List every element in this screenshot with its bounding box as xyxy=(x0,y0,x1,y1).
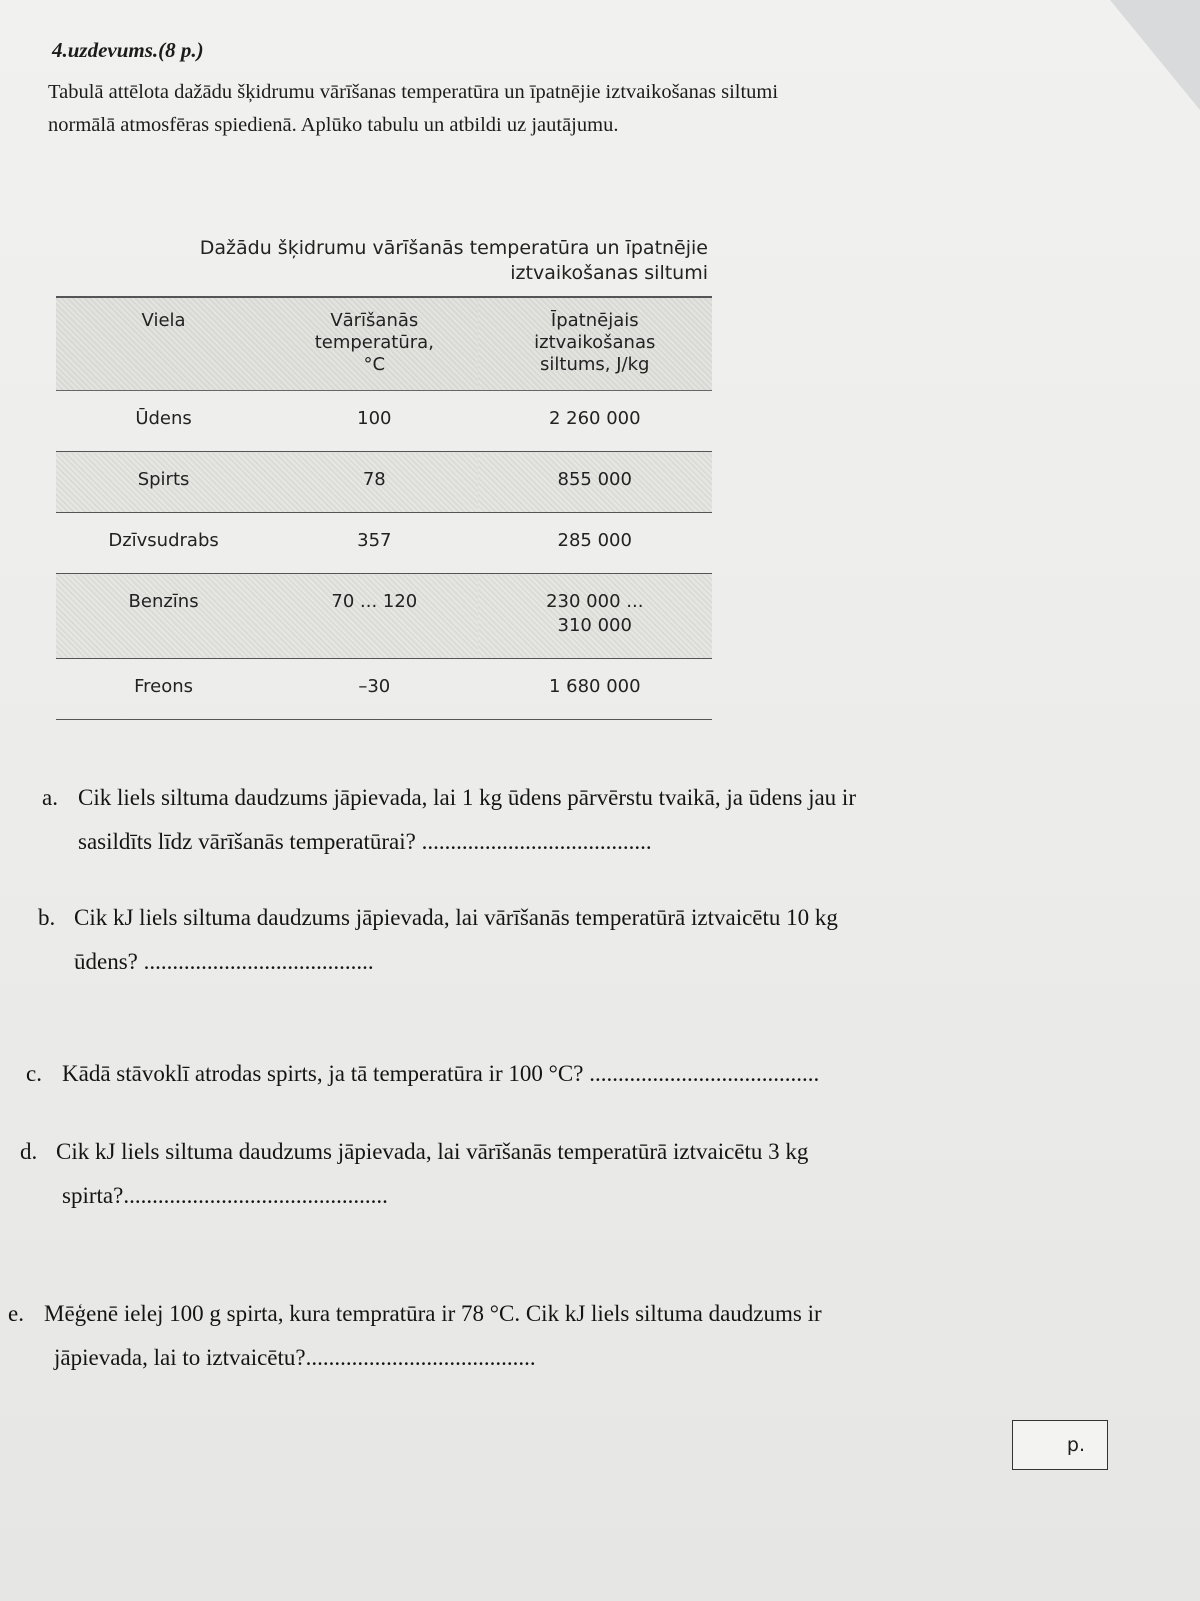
task-title: 4.uzdevums.(8 p.) xyxy=(52,38,204,62)
question-text-line-2: sasildīts līdz vārīšanās temperatūrai? xyxy=(78,829,416,854)
question-c xyxy=(26,1052,819,1096)
question-text: Cik kJ liels siltuma daudzums jāpievada, lai vārīšanās temperatūrā iztvaicētu 10 kg xyxy=(74,905,838,930)
cell-substance: Ūdens xyxy=(56,391,271,452)
table-caption xyxy=(80,236,708,286)
question-text-line-2: ūdens? xyxy=(74,949,138,974)
table-caption-line-1: Dažādu šķidrumu vārīšanās temperatūra un īpatnējie xyxy=(199,237,708,259)
question-d xyxy=(20,1130,808,1218)
table-row xyxy=(56,513,712,574)
question-letter: c. xyxy=(26,1061,42,1086)
answer-blank[interactable]: ........................................ xyxy=(421,829,652,854)
cell-boiling: 78 xyxy=(271,452,477,513)
cell-heat: 1 680 000 xyxy=(478,659,712,720)
table-row xyxy=(56,391,712,452)
answer-blank[interactable]: ........................................ xyxy=(143,949,374,974)
question-a xyxy=(42,776,856,864)
cell-heat: 855 000 xyxy=(478,452,712,513)
question-text: Mēģenē ielej 100 g spirta, kura tempratūra ir 78 °C. Cik kJ liels siltuma daudzums ir xyxy=(44,1301,822,1326)
question-text: Kādā stāvoklī atrodas spirts, ja tā temperatūra ir 100 °C? xyxy=(62,1061,584,1086)
answer-blank[interactable]: ........................................ xyxy=(305,1345,536,1370)
page-corner-shadow xyxy=(1110,0,1200,110)
table-header-row xyxy=(56,297,712,391)
question-text-line-2: spirta? xyxy=(62,1183,124,1208)
points-label: p. xyxy=(1066,1434,1085,1456)
question-letter: d. xyxy=(20,1139,38,1164)
question-text-line-2: jāpievada, lai to iztvaicētu? xyxy=(54,1345,306,1370)
question-letter: b. xyxy=(38,905,56,930)
cell-boiling: 100 xyxy=(271,391,477,452)
boiling-data-table xyxy=(56,296,712,720)
question-letter: a. xyxy=(42,785,58,810)
question-text: Cik liels siltuma daudzums jāpievada, lai 1 kg ūdens pārvērstu tvaikā, ja ūdens jau ir xyxy=(78,785,856,810)
cell-heat: 2 260 000 xyxy=(478,391,712,452)
cell-substance: Spirts xyxy=(56,452,271,513)
question-e xyxy=(8,1292,822,1380)
cell-heat: 230 000 ... 310 000 xyxy=(478,574,712,659)
header-vaporization-heat: Īpatnējais iztvaikošanas siltums, J/kg xyxy=(478,297,712,391)
table-row xyxy=(56,659,712,720)
header-substance: Viela xyxy=(56,297,271,391)
cell-substance: Freons xyxy=(56,659,271,720)
table-caption-line-2: iztvaikošanas siltumi xyxy=(510,262,708,284)
question-b xyxy=(38,896,838,984)
question-text: Cik kJ liels siltuma daudzums jāpievada, lai vārīšanās temperatūrā iztvaicētu 3 kg xyxy=(56,1139,809,1164)
cell-boiling: 357 xyxy=(271,513,477,574)
cell-heat: 285 000 xyxy=(478,513,712,574)
question-letter: e. xyxy=(8,1301,24,1326)
answer-blank[interactable]: .............................................. xyxy=(123,1183,388,1208)
intro-line-1: Tabulā attēlota dažādu šķidrumu vārīšanas temperatūra un īpatnējie iztvaikošanas siltumi xyxy=(48,81,779,103)
cell-boiling: 70 ... 120 xyxy=(271,574,477,659)
table-row xyxy=(56,574,712,659)
table-row xyxy=(56,452,712,513)
intro-line-2: normālā atmosfēras spiedienā. Aplūko tabulu un atbildi uz jautājumu. xyxy=(48,114,619,136)
cell-substance: Benzīns xyxy=(56,574,271,659)
cell-substance: Dzīvsudrabs xyxy=(56,513,271,574)
cell-boiling: –30 xyxy=(271,659,477,720)
answer-blank[interactable]: ........................................ xyxy=(589,1061,820,1086)
points-box[interactable] xyxy=(1012,1420,1108,1470)
header-boiling-temperature: Vārīšanās temperatūra, °C xyxy=(271,297,477,391)
task-intro xyxy=(48,76,1008,142)
